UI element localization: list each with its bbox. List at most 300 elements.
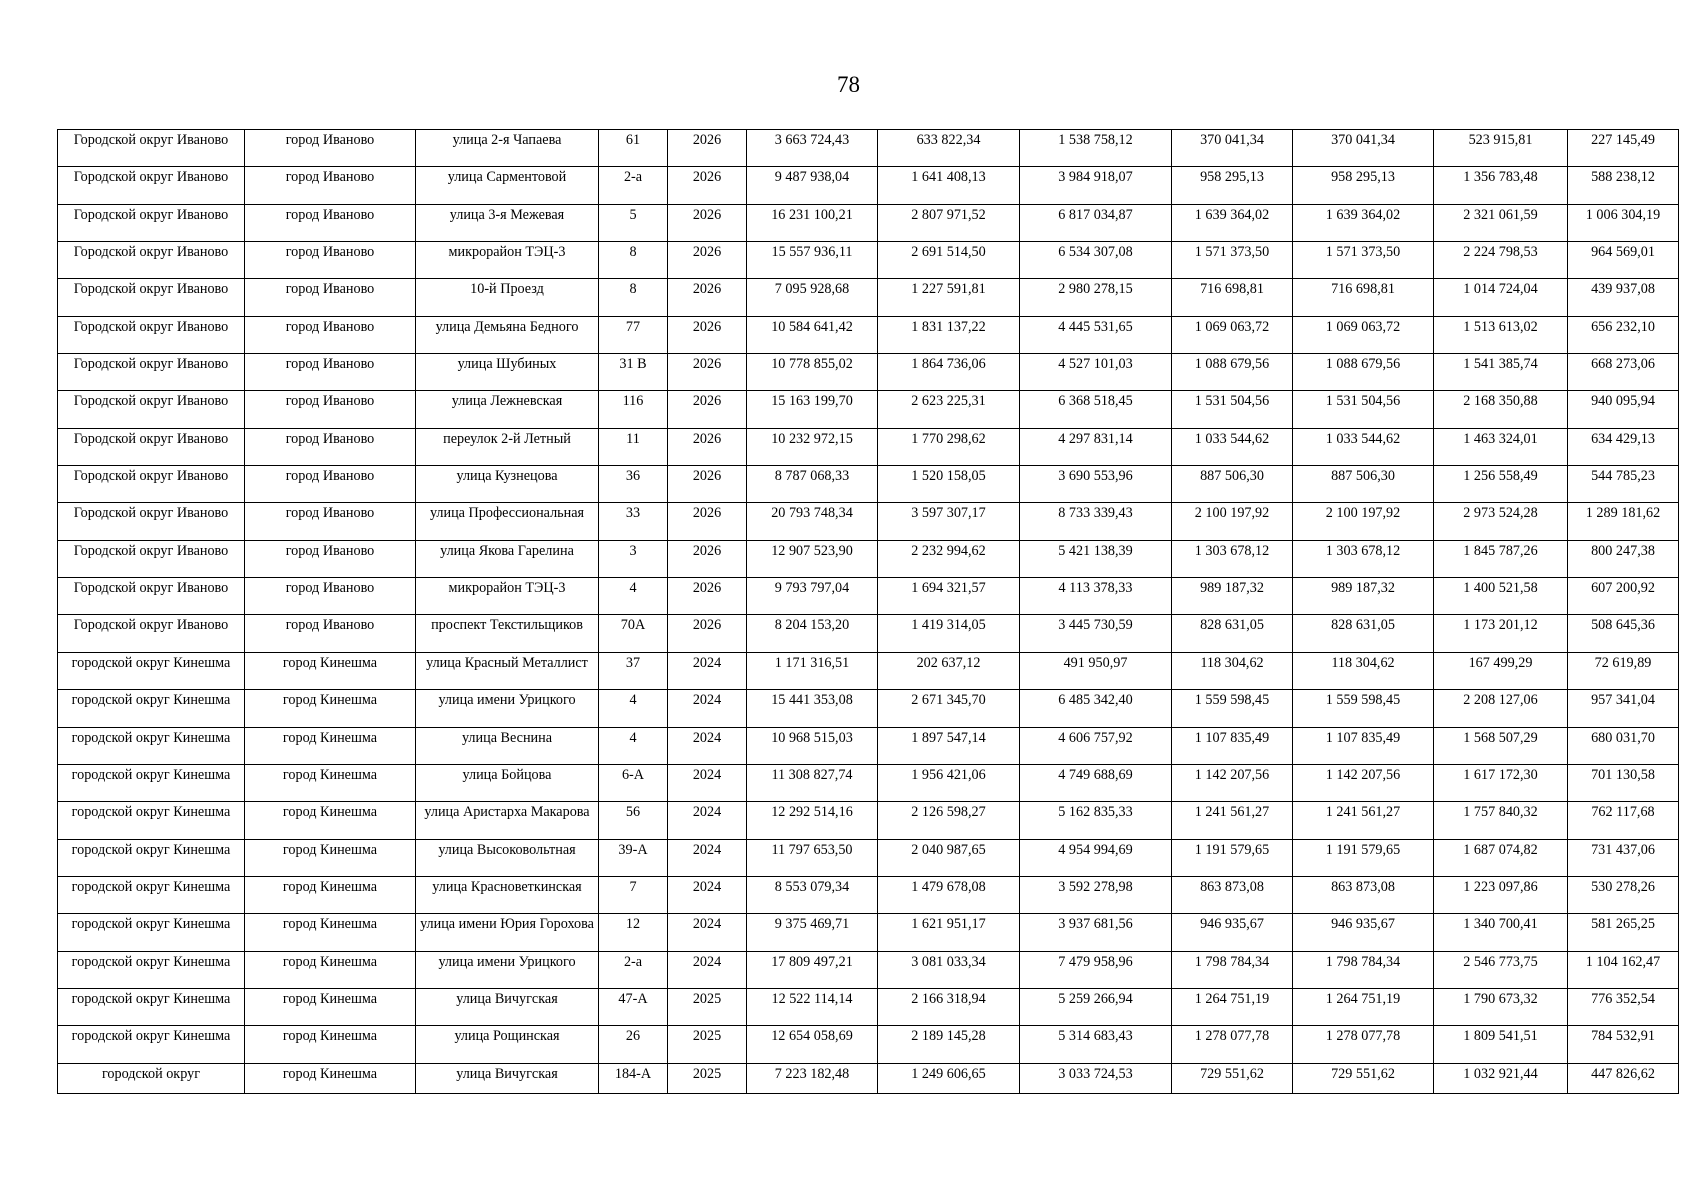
amount-cell: 118 304,62 — [1293, 652, 1434, 689]
street-cell: улица Якова Гарелина — [416, 540, 599, 577]
table-body — [58, 130, 1679, 1094]
table-row — [58, 316, 1679, 353]
amount-cell: 1 303 678,12 — [1293, 540, 1434, 577]
street-cell: улица Шубиных — [416, 354, 599, 391]
total-cost-cell: 12 522 114,14 — [747, 988, 878, 1025]
settlement-cell: город Иваново — [245, 316, 416, 353]
amount-cell: 1 571 373,50 — [1172, 242, 1293, 279]
street-cell: улица Высоковольтная — [416, 839, 599, 876]
amount-cell: 1 249 606,65 — [878, 1063, 1020, 1093]
house-number-cell: 47-А — [599, 988, 668, 1025]
amount-cell: 863 873,08 — [1172, 876, 1293, 913]
amount-cell: 1 770 298,62 — [878, 428, 1020, 465]
municipality-cell: городской округ Кинешма — [58, 727, 245, 764]
street-cell: улица 3-я Межевая — [416, 204, 599, 241]
total-cost-cell: 11 308 827,74 — [747, 764, 878, 801]
amount-cell: 1 088 679,56 — [1172, 354, 1293, 391]
settlement-cell: город Иваново — [245, 204, 416, 241]
municipality-cell: Городской округ Иваново — [58, 540, 245, 577]
amount-cell: 1 463 324,01 — [1434, 428, 1568, 465]
amount-cell: 1 479 678,08 — [878, 876, 1020, 913]
year-cell: 2026 — [668, 428, 747, 465]
amount-cell: 8 733 339,43 — [1020, 503, 1172, 540]
settlement-cell: город Кинешма — [245, 652, 416, 689]
settlement-cell: город Кинешма — [245, 988, 416, 1025]
amount-cell: 1 142 207,56 — [1172, 764, 1293, 801]
amount-cell: 1 033 544,62 — [1172, 428, 1293, 465]
amount-cell: 1 173 201,12 — [1434, 615, 1568, 652]
amount-cell: 4 954 994,69 — [1020, 839, 1172, 876]
year-cell: 2026 — [668, 615, 747, 652]
amount-cell: 680 031,70 — [1568, 727, 1679, 764]
street-cell: улица Бойцова — [416, 764, 599, 801]
settlement-cell: город Кинешма — [245, 951, 416, 988]
house-number-cell: 8 — [599, 279, 668, 316]
page-number: 78 — [837, 72, 860, 97]
amount-cell: 958 295,13 — [1293, 167, 1434, 204]
amount-cell: 1 541 385,74 — [1434, 354, 1568, 391]
year-cell: 2025 — [668, 988, 747, 1025]
amount-cell: 227 145,49 — [1568, 130, 1679, 167]
table-row — [58, 354, 1679, 391]
amount-cell: 1 513 613,02 — [1434, 316, 1568, 353]
total-cost-cell: 10 968 515,03 — [747, 727, 878, 764]
house-number-cell: 11 — [599, 428, 668, 465]
amount-cell: 2 168 350,88 — [1434, 391, 1568, 428]
amount-cell: 634 429,13 — [1568, 428, 1679, 465]
settlement-cell: город Иваново — [245, 242, 416, 279]
amount-cell: 2 623 225,31 — [878, 391, 1020, 428]
table-row — [58, 242, 1679, 279]
total-cost-cell: 9 375 469,71 — [747, 914, 878, 951]
table-row — [58, 802, 1679, 839]
amount-cell: 2 232 994,62 — [878, 540, 1020, 577]
amount-cell: 1 227 591,81 — [878, 279, 1020, 316]
year-cell: 2026 — [668, 167, 747, 204]
amount-cell: 762 117,68 — [1568, 802, 1679, 839]
amount-cell: 1 798 784,34 — [1172, 951, 1293, 988]
amount-cell: 508 645,36 — [1568, 615, 1679, 652]
amount-cell: 1 831 137,22 — [878, 316, 1020, 353]
amount-cell: 1 419 314,05 — [878, 615, 1020, 652]
house-number-cell: 31 В — [599, 354, 668, 391]
settlement-cell: город Кинешма — [245, 727, 416, 764]
year-cell: 2026 — [668, 466, 747, 503]
amount-cell: 1 256 558,49 — [1434, 466, 1568, 503]
house-number-cell: 184-А — [599, 1063, 668, 1093]
municipality-cell: Городской округ Иваново — [58, 391, 245, 428]
total-cost-cell: 12 654 058,69 — [747, 1026, 878, 1063]
amount-cell: 1 531 504,56 — [1172, 391, 1293, 428]
amount-cell: 989 187,32 — [1293, 578, 1434, 615]
table-row — [58, 876, 1679, 913]
house-number-cell: 5 — [599, 204, 668, 241]
amount-cell: 1 069 063,72 — [1293, 316, 1434, 353]
year-cell: 2024 — [668, 914, 747, 951]
year-cell: 2026 — [668, 242, 747, 279]
settlement-cell: город Иваново — [245, 540, 416, 577]
amount-cell: 1 006 304,19 — [1568, 204, 1679, 241]
street-cell: улица Рощинская — [416, 1026, 599, 1063]
house-number-cell: 2-а — [599, 167, 668, 204]
settlement-cell: город Кинешма — [245, 839, 416, 876]
amount-cell: 2 040 987,65 — [878, 839, 1020, 876]
settlement-cell: город Иваново — [245, 578, 416, 615]
municipality-cell: Городской округ Иваново — [58, 130, 245, 167]
street-cell: микрорайон ТЭЦ-3 — [416, 242, 599, 279]
amount-cell: 4 297 831,14 — [1020, 428, 1172, 465]
year-cell: 2024 — [668, 839, 747, 876]
year-cell: 2026 — [668, 130, 747, 167]
amount-cell: 1 142 207,56 — [1293, 764, 1434, 801]
amount-cell: 828 631,05 — [1172, 615, 1293, 652]
amount-cell: 1 687 074,82 — [1434, 839, 1568, 876]
amount-cell: 1 340 700,41 — [1434, 914, 1568, 951]
amount-cell: 828 631,05 — [1293, 615, 1434, 652]
total-cost-cell: 20 793 748,34 — [747, 503, 878, 540]
table-row — [58, 690, 1679, 727]
house-number-cell: 37 — [599, 652, 668, 689]
year-cell: 2026 — [668, 578, 747, 615]
amount-cell: 716 698,81 — [1172, 279, 1293, 316]
amount-cell: 7 479 958,96 — [1020, 951, 1172, 988]
amount-cell: 1 798 784,34 — [1293, 951, 1434, 988]
amount-cell: 4 445 531,65 — [1020, 316, 1172, 353]
house-number-cell: 7 — [599, 876, 668, 913]
total-cost-cell: 16 231 100,21 — [747, 204, 878, 241]
amount-cell: 544 785,23 — [1568, 466, 1679, 503]
total-cost-cell: 8 787 068,33 — [747, 466, 878, 503]
settlement-cell: город Кинешма — [245, 764, 416, 801]
municipality-cell: городской округ — [58, 1063, 245, 1093]
amount-cell: 4 749 688,69 — [1020, 764, 1172, 801]
house-number-cell: 33 — [599, 503, 668, 540]
data-table — [57, 129, 1679, 1094]
amount-cell: 1 303 678,12 — [1172, 540, 1293, 577]
amount-cell: 3 592 278,98 — [1020, 876, 1172, 913]
amount-cell: 1 289 181,62 — [1568, 503, 1679, 540]
amount-cell: 118 304,62 — [1172, 652, 1293, 689]
amount-cell: 656 232,10 — [1568, 316, 1679, 353]
amount-cell: 607 200,92 — [1568, 578, 1679, 615]
amount-cell: 946 935,67 — [1293, 914, 1434, 951]
municipality-cell: Городской округ Иваново — [58, 503, 245, 540]
street-cell: улица Красный Металлист — [416, 652, 599, 689]
amount-cell: 1 897 547,14 — [878, 727, 1020, 764]
table-row — [58, 578, 1679, 615]
year-cell: 2026 — [668, 503, 747, 540]
amount-cell: 2 189 145,28 — [878, 1026, 1020, 1063]
street-cell: улица Красноветкинская — [416, 876, 599, 913]
total-cost-cell: 10 584 641,42 — [747, 316, 878, 353]
municipality-cell: городской округ Кинешма — [58, 951, 245, 988]
amount-cell: 863 873,08 — [1293, 876, 1434, 913]
amount-cell: 940 095,94 — [1568, 391, 1679, 428]
amount-cell: 1 956 421,06 — [878, 764, 1020, 801]
settlement-cell: город Иваново — [245, 167, 416, 204]
street-cell: улица Лежневская — [416, 391, 599, 428]
amount-cell: 1 107 835,49 — [1172, 727, 1293, 764]
table-row — [58, 1063, 1679, 1093]
total-cost-cell: 9 793 797,04 — [747, 578, 878, 615]
street-cell: улица имени Юрия Горохова — [416, 914, 599, 951]
settlement-cell: город Кинешма — [245, 802, 416, 839]
settlement-cell: город Иваново — [245, 130, 416, 167]
settlement-cell: город Кинешма — [245, 876, 416, 913]
table-row — [58, 652, 1679, 689]
amount-cell: 1 088 679,56 — [1293, 354, 1434, 391]
table-row — [58, 951, 1679, 988]
total-cost-cell: 15 557 936,11 — [747, 242, 878, 279]
amount-cell: 3 597 307,17 — [878, 503, 1020, 540]
amount-cell: 1 264 751,19 — [1293, 988, 1434, 1025]
table-row — [58, 727, 1679, 764]
amount-cell: 2 321 061,59 — [1434, 204, 1568, 241]
amount-cell: 3 081 033,34 — [878, 951, 1020, 988]
amount-cell: 1 864 736,06 — [878, 354, 1020, 391]
amount-cell: 701 130,58 — [1568, 764, 1679, 801]
year-cell: 2024 — [668, 876, 747, 913]
amount-cell: 1 559 598,45 — [1293, 690, 1434, 727]
amount-cell: 3 445 730,59 — [1020, 615, 1172, 652]
amount-cell: 1 639 364,02 — [1172, 204, 1293, 241]
house-number-cell: 8 — [599, 242, 668, 279]
amount-cell: 2 208 127,06 — [1434, 690, 1568, 727]
amount-cell: 588 238,12 — [1568, 167, 1679, 204]
municipality-cell: городской округ Кинешма — [58, 839, 245, 876]
amount-cell: 3 984 918,07 — [1020, 167, 1172, 204]
amount-cell: 668 273,06 — [1568, 354, 1679, 391]
amount-cell: 1 845 787,26 — [1434, 540, 1568, 577]
settlement-cell: город Иваново — [245, 279, 416, 316]
settlement-cell: город Кинешма — [245, 690, 416, 727]
table-row — [58, 279, 1679, 316]
amount-cell: 887 506,30 — [1172, 466, 1293, 503]
house-number-cell: 61 — [599, 130, 668, 167]
street-cell: улица Аристарха Макарова — [416, 802, 599, 839]
house-number-cell: 2-а — [599, 951, 668, 988]
amount-cell: 946 935,67 — [1172, 914, 1293, 951]
year-cell: 2025 — [668, 1063, 747, 1093]
street-cell: улица Вичугская — [416, 988, 599, 1025]
municipality-cell: городской округ Кинешма — [58, 690, 245, 727]
amount-cell: 1 241 561,27 — [1172, 802, 1293, 839]
amount-cell: 1 641 408,13 — [878, 167, 1020, 204]
amount-cell: 6 368 518,45 — [1020, 391, 1172, 428]
amount-cell: 2 546 773,75 — [1434, 951, 1568, 988]
year-cell: 2026 — [668, 279, 747, 316]
total-cost-cell: 12 292 514,16 — [747, 802, 878, 839]
table-row — [58, 204, 1679, 241]
house-number-cell: 36 — [599, 466, 668, 503]
street-cell: улица Вичугская — [416, 1063, 599, 1093]
house-number-cell: 4 — [599, 690, 668, 727]
amount-cell: 439 937,08 — [1568, 279, 1679, 316]
total-cost-cell: 17 809 497,21 — [747, 951, 878, 988]
settlement-cell: город Кинешма — [245, 914, 416, 951]
amount-cell: 729 551,62 — [1172, 1063, 1293, 1093]
total-cost-cell: 1 171 316,51 — [747, 652, 878, 689]
municipality-cell: городской округ Кинешма — [58, 876, 245, 913]
year-cell: 2024 — [668, 727, 747, 764]
municipality-cell: Городской округ Иваново — [58, 167, 245, 204]
amount-cell: 1 032 921,44 — [1434, 1063, 1568, 1093]
settlement-cell: город Иваново — [245, 503, 416, 540]
amount-cell: 1 621 951,17 — [878, 914, 1020, 951]
amount-cell: 887 506,30 — [1293, 466, 1434, 503]
amount-cell: 491 950,97 — [1020, 652, 1172, 689]
amount-cell: 1 241 561,27 — [1293, 802, 1434, 839]
house-number-cell: 70А — [599, 615, 668, 652]
amount-cell: 1 568 507,29 — [1434, 727, 1568, 764]
amount-cell: 989 187,32 — [1172, 578, 1293, 615]
municipality-cell: Городской округ Иваново — [58, 204, 245, 241]
amount-cell: 2 126 598,27 — [878, 802, 1020, 839]
street-cell: улица имени Урицкого — [416, 690, 599, 727]
house-number-cell: 6-А — [599, 764, 668, 801]
year-cell: 2026 — [668, 316, 747, 353]
street-cell: улица Профессиональная — [416, 503, 599, 540]
table-row — [58, 466, 1679, 503]
settlement-cell: город Иваново — [245, 391, 416, 428]
amount-cell: 370 041,34 — [1172, 130, 1293, 167]
total-cost-cell: 11 797 653,50 — [747, 839, 878, 876]
municipality-cell: городской округ Кинешма — [58, 1026, 245, 1063]
amount-cell: 2 691 514,50 — [878, 242, 1020, 279]
year-cell: 2024 — [668, 951, 747, 988]
amount-cell: 4 113 378,33 — [1020, 578, 1172, 615]
table-row — [58, 914, 1679, 951]
municipality-cell: Городской округ Иваново — [58, 242, 245, 279]
amount-cell: 633 822,34 — [878, 130, 1020, 167]
year-cell: 2026 — [668, 354, 747, 391]
total-cost-cell: 9 487 938,04 — [747, 167, 878, 204]
amount-cell: 964 569,01 — [1568, 242, 1679, 279]
amount-cell: 731 437,06 — [1568, 839, 1679, 876]
amount-cell: 6 534 307,08 — [1020, 242, 1172, 279]
amount-cell: 1 639 364,02 — [1293, 204, 1434, 241]
street-cell: улица Веснина — [416, 727, 599, 764]
amount-cell: 2 100 197,92 — [1172, 503, 1293, 540]
municipality-cell: Городской округ Иваново — [58, 466, 245, 503]
street-cell: улица Кузнецова — [416, 466, 599, 503]
amount-cell: 1 400 521,58 — [1434, 578, 1568, 615]
table-row — [58, 839, 1679, 876]
house-number-cell: 4 — [599, 578, 668, 615]
amount-cell: 5 259 266,94 — [1020, 988, 1172, 1025]
amount-cell: 1 571 373,50 — [1293, 242, 1434, 279]
settlement-cell: город Иваново — [245, 428, 416, 465]
total-cost-cell: 8 204 153,20 — [747, 615, 878, 652]
settlement-cell: город Кинешма — [245, 1026, 416, 1063]
table-row — [58, 428, 1679, 465]
amount-cell: 523 915,81 — [1434, 130, 1568, 167]
amount-cell: 1 790 673,32 — [1434, 988, 1568, 1025]
amount-cell: 5 314 683,43 — [1020, 1026, 1172, 1063]
amount-cell: 447 826,62 — [1568, 1063, 1679, 1093]
table-row — [58, 1026, 1679, 1063]
amount-cell: 1 191 579,65 — [1172, 839, 1293, 876]
amount-cell: 1 617 172,30 — [1434, 764, 1568, 801]
street-cell: проспект Текстильщиков — [416, 615, 599, 652]
municipality-cell: Городской округ Иваново — [58, 279, 245, 316]
amount-cell: 6 485 342,40 — [1020, 690, 1172, 727]
amount-cell: 3 033 724,53 — [1020, 1063, 1172, 1093]
amount-cell: 2 671 345,70 — [878, 690, 1020, 727]
total-cost-cell: 12 907 523,90 — [747, 540, 878, 577]
year-cell: 2026 — [668, 204, 747, 241]
amount-cell: 4 527 101,03 — [1020, 354, 1172, 391]
total-cost-cell: 8 553 079,34 — [747, 876, 878, 913]
settlement-cell: город Иваново — [245, 615, 416, 652]
amount-cell: 1 559 598,45 — [1172, 690, 1293, 727]
amount-cell: 1 757 840,32 — [1434, 802, 1568, 839]
street-cell: улица имени Урицкого — [416, 951, 599, 988]
year-cell: 2024 — [668, 802, 747, 839]
amount-cell: 1 278 077,78 — [1172, 1026, 1293, 1063]
settlement-cell: город Иваново — [245, 466, 416, 503]
street-cell: улица Демьяна Бедного — [416, 316, 599, 353]
total-cost-cell: 15 163 199,70 — [747, 391, 878, 428]
amount-cell: 1 191 579,65 — [1293, 839, 1434, 876]
amount-cell: 776 352,54 — [1568, 988, 1679, 1025]
municipality-cell: городской округ Кинешма — [58, 914, 245, 951]
house-number-cell: 116 — [599, 391, 668, 428]
municipality-cell: городской округ Кинешма — [58, 988, 245, 1025]
municipality-cell: городской округ Кинешма — [58, 802, 245, 839]
total-cost-cell: 15 441 353,08 — [747, 690, 878, 727]
table-row — [58, 503, 1679, 540]
amount-cell: 2 980 278,15 — [1020, 279, 1172, 316]
amount-cell: 1 107 835,49 — [1293, 727, 1434, 764]
amount-cell: 167 499,29 — [1434, 652, 1568, 689]
municipality-cell: Городской округ Иваново — [58, 578, 245, 615]
amount-cell: 202 637,12 — [878, 652, 1020, 689]
street-cell: улица 2-я Чапаева — [416, 130, 599, 167]
street-cell: 10-й Проезд — [416, 279, 599, 316]
table-row — [58, 391, 1679, 428]
municipality-cell: городской округ Кинешма — [58, 652, 245, 689]
amount-cell: 1 356 783,48 — [1434, 167, 1568, 204]
amount-cell: 1 538 758,12 — [1020, 130, 1172, 167]
amount-cell: 5 162 835,33 — [1020, 802, 1172, 839]
municipality-cell: Городской округ Иваново — [58, 428, 245, 465]
amount-cell: 957 341,04 — [1568, 690, 1679, 727]
municipality-cell: городской округ Кинешма — [58, 764, 245, 801]
table-row — [58, 615, 1679, 652]
year-cell: 2026 — [668, 540, 747, 577]
amount-cell: 800 247,38 — [1568, 540, 1679, 577]
settlement-cell: город Кинешма — [245, 1063, 416, 1093]
municipality-cell: Городской округ Иваново — [58, 615, 245, 652]
amount-cell: 1 264 751,19 — [1172, 988, 1293, 1025]
amount-cell: 1 069 063,72 — [1172, 316, 1293, 353]
amount-cell: 6 817 034,87 — [1020, 204, 1172, 241]
amount-cell: 1 694 321,57 — [878, 578, 1020, 615]
amount-cell: 3 690 553,96 — [1020, 466, 1172, 503]
table-row — [58, 540, 1679, 577]
amount-cell: 530 278,26 — [1568, 876, 1679, 913]
total-cost-cell: 10 232 972,15 — [747, 428, 878, 465]
amount-cell: 4 606 757,92 — [1020, 727, 1172, 764]
table-row — [58, 130, 1679, 167]
total-cost-cell: 3 663 724,43 — [747, 130, 878, 167]
total-cost-cell: 7 223 182,48 — [747, 1063, 878, 1093]
amount-cell: 2 807 971,52 — [878, 204, 1020, 241]
amount-cell: 370 041,34 — [1293, 130, 1434, 167]
amount-cell: 1 531 504,56 — [1293, 391, 1434, 428]
house-number-cell: 39-А — [599, 839, 668, 876]
